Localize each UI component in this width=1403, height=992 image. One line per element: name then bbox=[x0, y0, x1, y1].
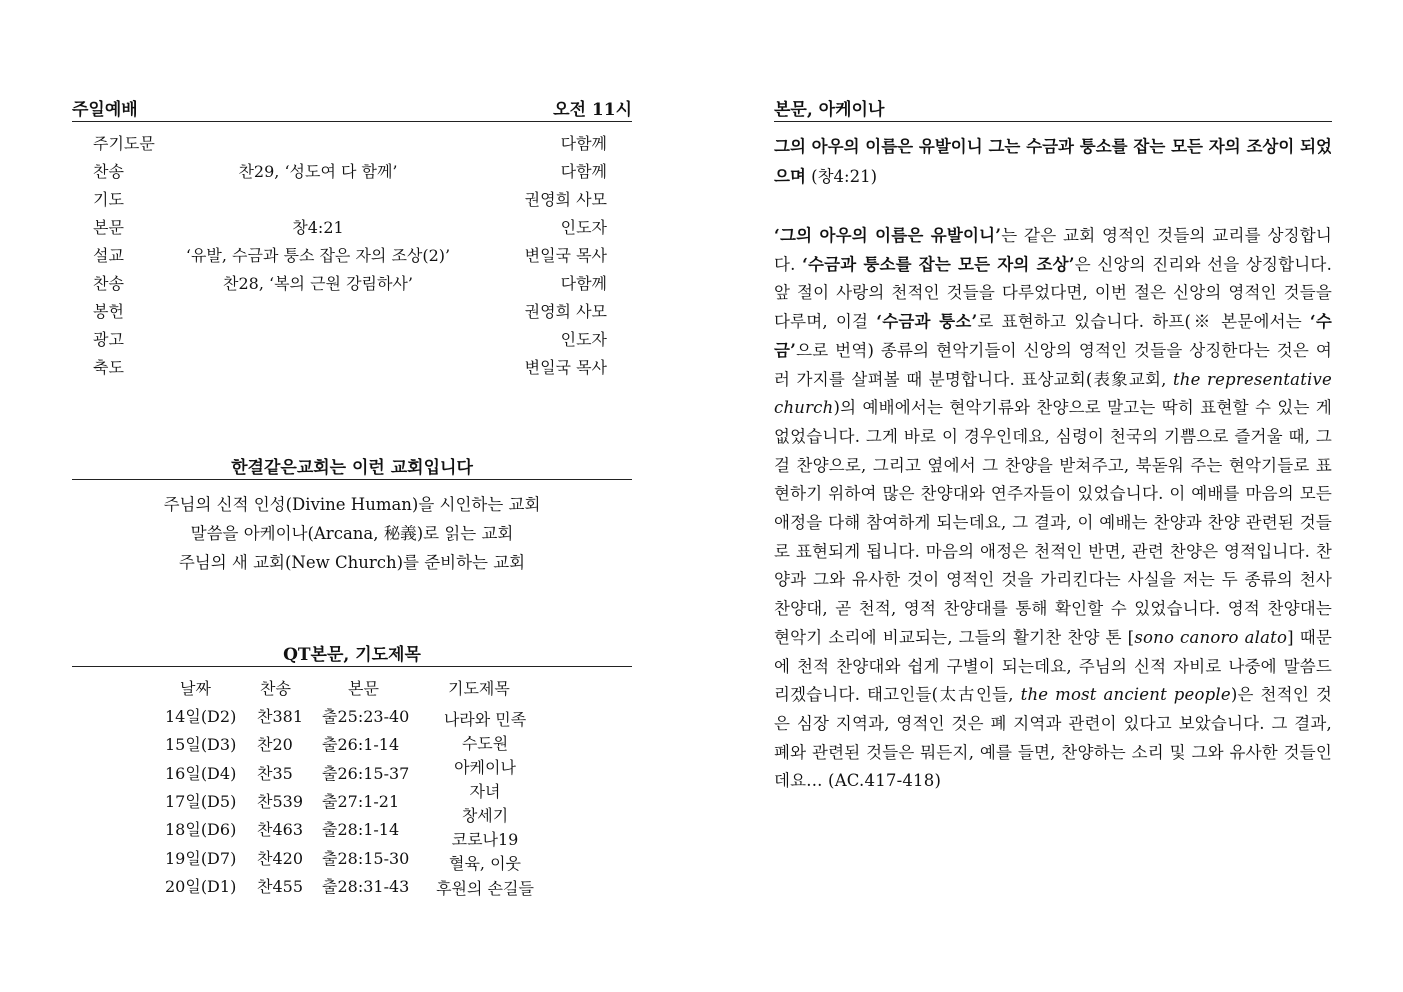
order-row bbox=[93, 130, 607, 158]
church-line: 주님의 신적 인성(Divine Human)을 시인하는 교회 bbox=[163, 495, 541, 514]
commentary-italic: the representative church bbox=[774, 369, 1332, 418]
qt-hymn: 찬20 bbox=[257, 735, 293, 754]
order-row bbox=[93, 326, 607, 354]
qt-hymn: 찬381 bbox=[257, 707, 303, 726]
commentary-span: 로 표현하고 있습니다. 하프(※ 본문에서는 bbox=[977, 312, 1310, 332]
qt-col-text: 본문 bbox=[348, 679, 379, 698]
order-leader: 다함께 bbox=[560, 134, 607, 153]
commentary-bold: ‘수금’ bbox=[774, 312, 1333, 360]
order-leader: 인도자 bbox=[560, 218, 607, 237]
qt-col-prayer: 기도제목 bbox=[448, 679, 510, 698]
verse-bold: 그의 아우의 이름은 유발이니 그는 수금과 퉁소를 잡는 모든 자의 조상이 되었으며 bbox=[774, 137, 1332, 186]
qt-prayer: 코로나19 bbox=[451, 830, 519, 849]
commentary-span: 으로 번역) 종류의 현악기들이 신앙의 영적인 것들을 상징한다는 것은 여러 가지를 살펴볼 때 분명합니다. 표상교회(表象교회, bbox=[774, 340, 1332, 389]
order-item: 본문 bbox=[93, 218, 124, 237]
church-line: 말씀을 아케이나(Arcana, 秘義)로 읽는 교회 bbox=[190, 524, 514, 543]
commentary-text bbox=[774, 222, 1332, 796]
order-content: 창4:21 bbox=[292, 218, 344, 237]
qt-hymn: 찬35 bbox=[257, 764, 293, 783]
order-leader: 권영희 사모 bbox=[524, 190, 607, 209]
commentary-bold: ‘수금과 퉁소’ bbox=[876, 312, 978, 332]
church-header bbox=[72, 453, 632, 480]
qt-date: 16일(D4) bbox=[165, 764, 237, 783]
qt-text: 출25:23-40 bbox=[322, 707, 410, 726]
order-row bbox=[93, 214, 607, 242]
qt-col-date: 날짜 bbox=[180, 679, 211, 698]
worship-title: 주일예배 bbox=[72, 100, 138, 120]
qt-hymn: 찬539 bbox=[257, 792, 303, 811]
qt-prayer: 아케이나 bbox=[454, 758, 516, 777]
worship-time: 오전 11시 bbox=[553, 100, 632, 120]
order-item: 주기도문 bbox=[93, 134, 155, 153]
commentary-span: )의 예배에서는 현악기류와 찬양으로 말고는 딱히 표현할 수 있는 게 없었습니다. 그게 바로 이 경우인데요, 심령이 천국의 기쁨으로 즐거울 때, 그걸 찬양으로, 그리고 옆에서 그 찬양을 받쳐주고, 북돋워 주는 현악기들로 표현하기 위하여 많은 찬양대와 연주자들이 있었습니다. 이 예배를 마음의 모든 애정을 다해 참여하게 되는데요, 그 결과, 이 예배는 찬양과 찬양 관련된 것들로 표현되게 됩니다. 마음의 애정은 천적인 반면, 관련 찬양은 영적입니다. 찬양과 그와 유사한 것이 영적인 것을 가리킨다는 사실을 저는 두 종류의 천사 찬양대, 곧 천적, 영적 찬양대를 통해 확인할 수 있었습니다. 영적 찬양대는 현악기 소리에 비교되는, 그들의 활기찬 찬양 톤 [ bbox=[774, 398, 1332, 647]
order-item: 광고 bbox=[93, 330, 124, 349]
qt-prayer: 창세기 bbox=[461, 806, 509, 825]
qt-text: 출28:31-43 bbox=[322, 877, 410, 896]
order-leader: 변일국 목사 bbox=[524, 358, 607, 377]
qt-prayer: 후원의 손길들 bbox=[436, 879, 534, 898]
order-row bbox=[93, 242, 607, 270]
qt-date: 14일(D2) bbox=[165, 707, 237, 726]
arcana-header bbox=[774, 95, 1332, 122]
qt-date: 18일(D6) bbox=[165, 820, 237, 839]
qt-text: 출26:15-37 bbox=[322, 764, 410, 783]
qt-col-hymn: 찬송 bbox=[260, 679, 291, 698]
qt-title: QT본문, 기도제목 bbox=[283, 645, 421, 665]
qt-prayer: 혈육, 이웃 bbox=[449, 854, 521, 873]
qt-prayer: 나라와 민족 bbox=[443, 710, 527, 729]
order-leader: 권영희 사모 bbox=[524, 302, 607, 321]
order-item: 기도 bbox=[93, 190, 124, 209]
order-item: 찬송 bbox=[93, 274, 124, 293]
qt-text: 출28:15-30 bbox=[322, 849, 410, 868]
order-leader: 변일국 목사 bbox=[524, 246, 607, 265]
order-row bbox=[93, 158, 607, 186]
order-row bbox=[93, 354, 607, 382]
order-item: 봉헌 bbox=[93, 302, 124, 321]
church-line: 주님의 새 교회(New Church)를 준비하는 교회 bbox=[178, 553, 526, 572]
commentary-bold: ‘그의 아우의 이름은 유발이니’ bbox=[774, 226, 1002, 245]
verse-ref: (창4:21) bbox=[805, 167, 878, 186]
order-item: 찬송 bbox=[93, 162, 124, 181]
commentary-span: 는 같은 교회 영적인 것들의 교리를 상징합니다. bbox=[774, 226, 1332, 274]
verse-text bbox=[774, 132, 1332, 192]
commentary-span: 은 신앙의 진리와 선을 상징합니다. 앞 절이 사랑의 천적인 것들을 다루었다면, 이번 절은 신앙의 영적인 것들을 다루며, 이걸 bbox=[774, 254, 1333, 332]
commentary-bold: ‘수금과 퉁소를 잡는 모든 자의 조상’ bbox=[802, 254, 1075, 274]
qt-hymn: 찬463 bbox=[257, 820, 303, 839]
order-item: 설교 bbox=[93, 246, 124, 265]
qt-text: 출27:1-21 bbox=[322, 792, 400, 811]
church-description bbox=[72, 490, 632, 577]
order-row bbox=[93, 298, 607, 326]
order-leader: 다함께 bbox=[560, 162, 607, 181]
qt-date: 17일(D5) bbox=[165, 792, 237, 811]
qt-prayer: 수도원 bbox=[461, 734, 509, 753]
order-content: 찬29, ‘성도여 다 함께’ bbox=[238, 162, 398, 181]
order-content: 찬28, ‘복의 근원 강림하사’ bbox=[223, 274, 413, 293]
commentary-italic: sono canoro alato bbox=[1134, 627, 1288, 647]
qt-header bbox=[72, 640, 632, 667]
qt-date: 19일(D7) bbox=[165, 849, 237, 868]
order-content: ‘유발, 수금과 퉁소 잡은 자의 조상(2)’ bbox=[185, 246, 451, 265]
order-item: 축도 bbox=[93, 358, 124, 377]
worship-header bbox=[72, 95, 632, 122]
arcana-title: 본문, 아케이나 bbox=[774, 100, 885, 120]
qt-text: 출28:1-14 bbox=[322, 820, 400, 839]
church-title: 한결같은교회는 이런 교회입니다 bbox=[231, 458, 473, 478]
qt-text: 출26:1-14 bbox=[322, 735, 400, 754]
qt-hymn: 찬420 bbox=[257, 849, 303, 868]
commentary-span: ] 때문에 천적 찬양대와 쉽게 구별이 되는데요, 주님의 신적 자비로 나중에 말씀드리겠습니다. 태고인들(太古인들, bbox=[774, 627, 1332, 705]
qt-prayer: 자녀 bbox=[469, 782, 501, 801]
qt-hymn: 찬455 bbox=[257, 877, 303, 896]
qt-date: 15일(D3) bbox=[165, 735, 237, 754]
order-row bbox=[93, 186, 607, 214]
commentary-italic: the most ancient people bbox=[1020, 685, 1231, 705]
commentary-span: )은 천적인 것은 심장 지역과, 영적인 것은 폐 지역과 관련이 있다고 보았습니다. 그 결과, 폐와 관련된 것들은 뭐든지, 예를 들면, 찬양하는 소리 및 그와 유사한 것들인데요... (AC.417-418) bbox=[774, 685, 1332, 791]
qt-date: 20일(D1) bbox=[165, 877, 237, 896]
order-leader: 다함께 bbox=[560, 274, 607, 293]
order-leader: 인도자 bbox=[560, 330, 607, 349]
order-row bbox=[93, 270, 607, 298]
